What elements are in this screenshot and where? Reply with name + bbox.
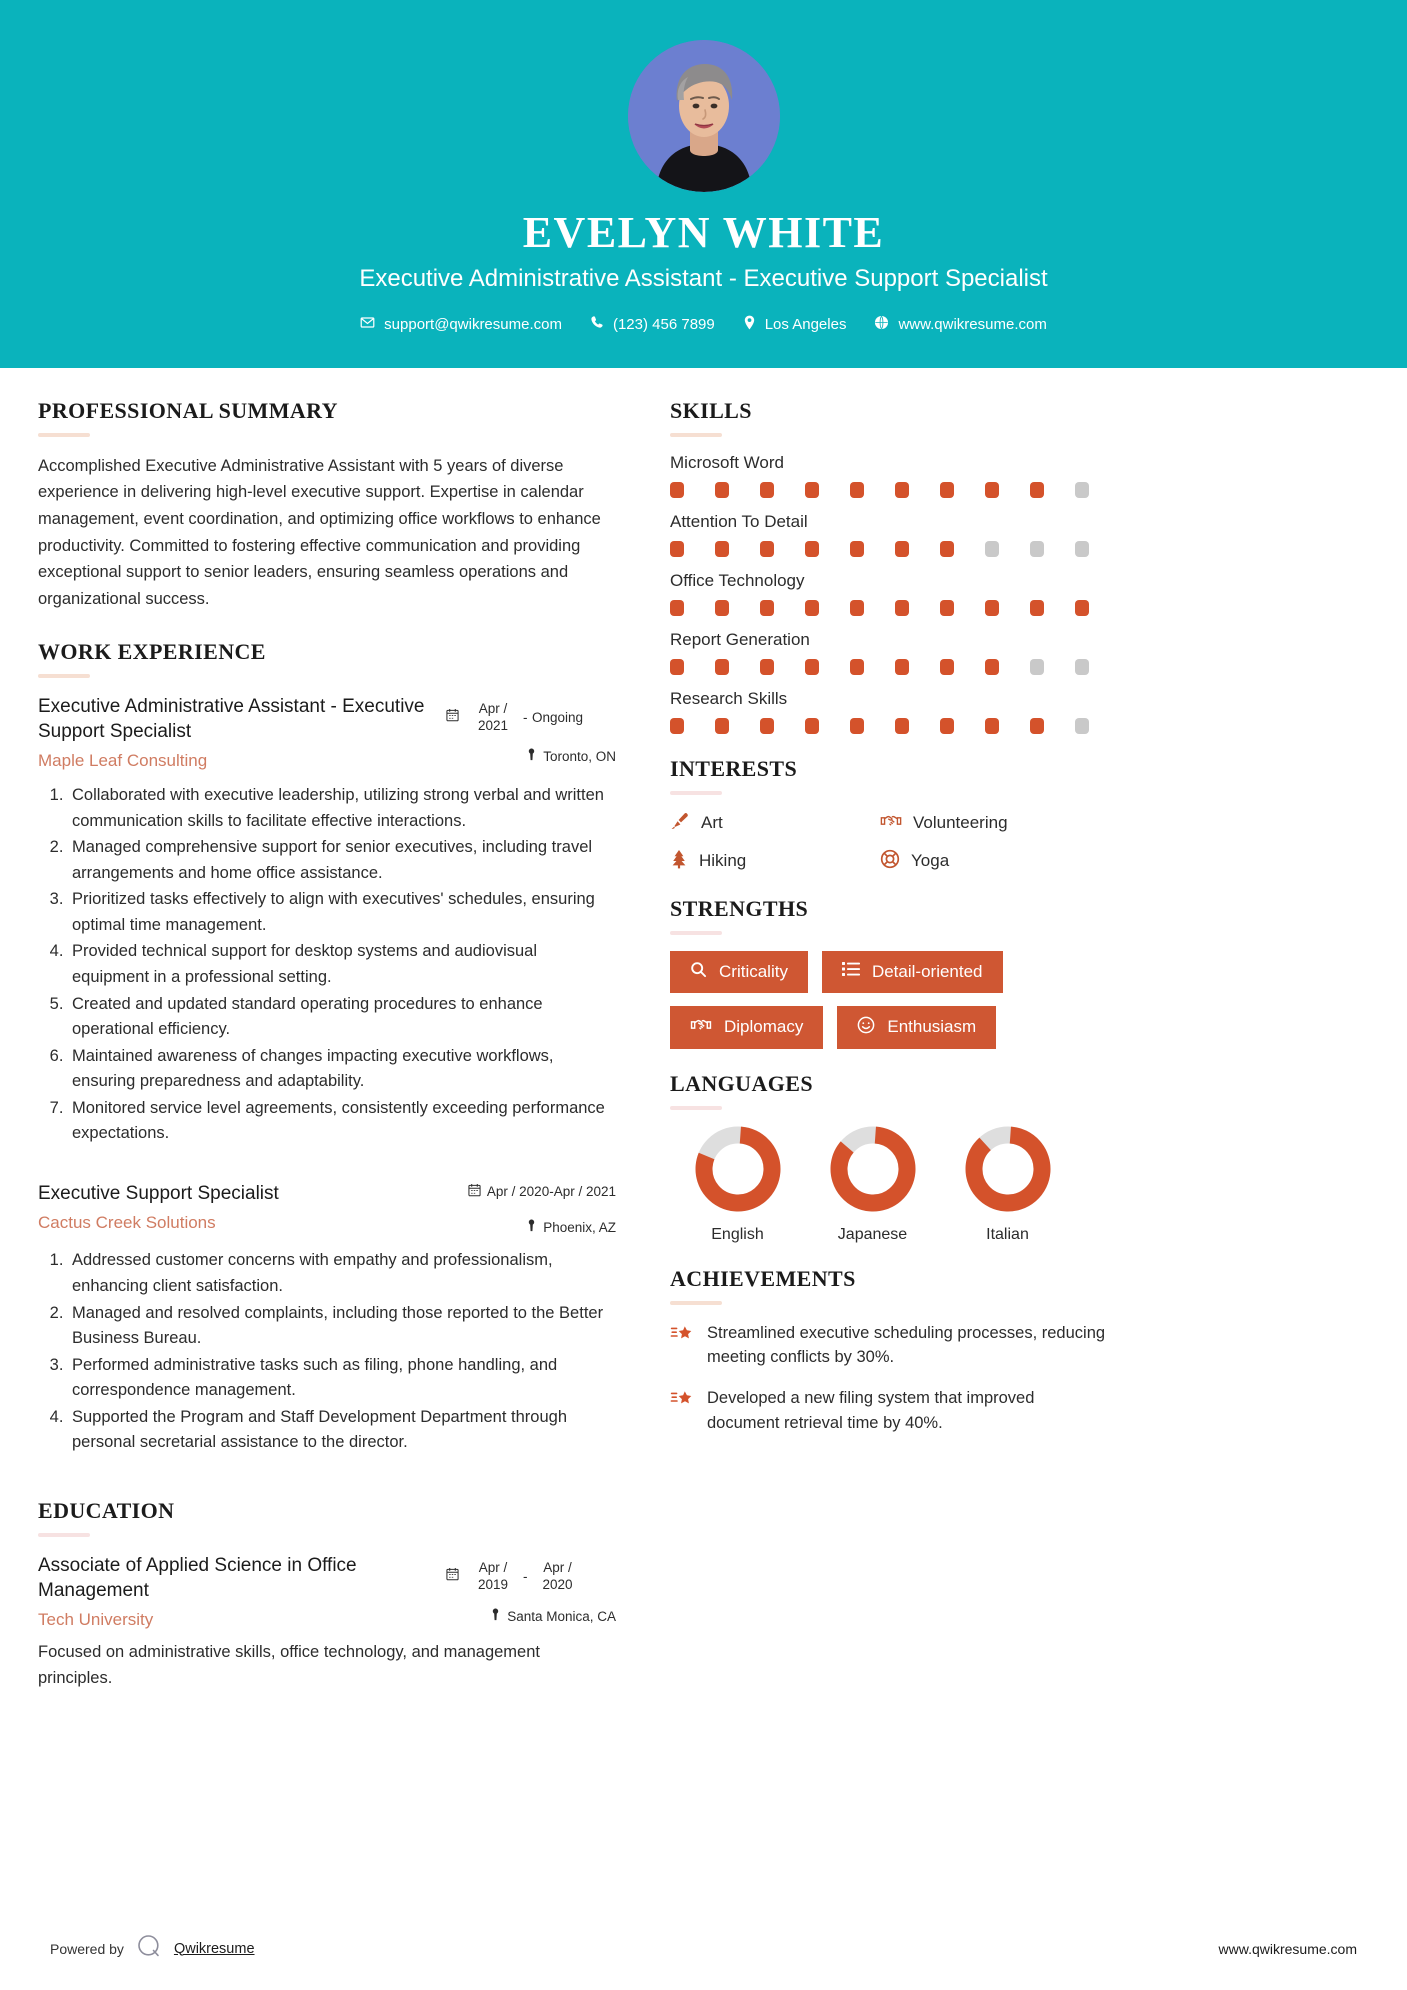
language-item [805, 1126, 940, 1244]
skill-label: Attention To Detail [670, 511, 808, 531]
resume-header [0, 0, 1407, 368]
skill-rating [670, 659, 1368, 675]
interest-item-art [670, 811, 880, 836]
skill-rating [670, 600, 1368, 616]
skill-dot-filled [760, 659, 774, 675]
qwikresume-logo-icon [136, 1933, 162, 1964]
skill-dot-filled [940, 600, 954, 616]
skill-dot-filled [805, 600, 819, 616]
skill-label: Research Skills [670, 688, 788, 708]
work-entry-location-value: Toronto, ON [543, 749, 616, 765]
section-work-experience [38, 639, 616, 1456]
skill-rating [670, 482, 1368, 498]
work-entry-dates [446, 700, 616, 735]
contact-email-value: support@qwikresume.com [384, 315, 562, 333]
skill-dot-filled [895, 482, 909, 498]
skill-dot-filled [1030, 718, 1044, 734]
interest-item-yoga [880, 849, 1368, 874]
languages-list [670, 1126, 1368, 1244]
avatar [628, 40, 780, 192]
footer-url: www.qwikresume.com [1218, 1940, 1357, 1957]
skill-item [670, 689, 1368, 734]
list-item: 5. Created and updated standard operating procedures to enhance operational efficiency. [68, 992, 616, 1043]
powered-by [50, 1933, 255, 1964]
work-entry [38, 1181, 616, 1456]
handshake-icon [690, 1016, 712, 1039]
smiley-icon [857, 1016, 875, 1039]
list-item: 7. Monitored service level agreements, consistently exceeding performance expectations. [68, 1096, 616, 1147]
paintbrush-icon [670, 811, 690, 836]
section-rule [670, 791, 722, 795]
list-icon [842, 961, 860, 982]
interests-grid [670, 811, 1368, 874]
interest-label: Hiking [699, 851, 747, 871]
education-location-value: Santa Monica, CA [507, 1608, 616, 1624]
education-date-end: Apr / 2020 [542, 1559, 573, 1593]
work-entry-location [446, 1219, 616, 1236]
skill-dot-empty [1075, 482, 1089, 498]
contact-website-value: www.qwikresume.com [898, 315, 1047, 333]
life-ring-icon [880, 849, 900, 874]
work-entry [38, 694, 616, 1147]
powered-by-label: Powered by [50, 1940, 124, 1957]
job-title: Executive Administrative Assistant - Executive Support Specialist [359, 264, 1048, 292]
section-languages [670, 1071, 1368, 1244]
skill-dot-filled [760, 541, 774, 557]
skill-dot-filled [940, 659, 954, 675]
right-column [638, 368, 1368, 1692]
tree-icon [670, 849, 688, 874]
strength-chip-enthusiasm [837, 1006, 996, 1049]
skill-dot-filled [985, 482, 999, 498]
strength-chip-criticality [670, 951, 808, 993]
strength-label: Diplomacy [724, 1017, 804, 1037]
shooting-star-icon [670, 1321, 694, 1349]
skill-dot-filled [670, 659, 684, 675]
qwikresume-link[interactable]: Qwikresume [173, 1940, 255, 1957]
skill-dot-filled [715, 718, 729, 734]
section-professional-summary [38, 398, 616, 613]
list-item: 1. Addressed customer concerns with empathy and professionalism, enhancing client satisfaction. [68, 1248, 616, 1299]
skill-dot-filled [805, 718, 819, 734]
contact-row [0, 315, 1407, 334]
skill-dot-filled [715, 659, 729, 675]
page-title: EVELYN WHITE [522, 208, 885, 257]
skill-dot-filled [940, 718, 954, 734]
section-rule [670, 1106, 722, 1110]
section-rule [670, 433, 722, 437]
section-heading-achievements: ACHIEVEMENTS [670, 1265, 856, 1291]
work-entry-date-range: Apr / 2020-Apr / 2021 [486, 1184, 616, 1200]
list-item: 3. Performed administrative tasks such as filing, phone handling, and correspondence management. [68, 1353, 616, 1404]
language-label: English [711, 1225, 764, 1243]
list-item: 2. Managed and resolved complaints, including those reported to the Better Business Bureau. [68, 1301, 616, 1352]
skill-dot-filled [895, 541, 909, 557]
resume-body [0, 368, 1407, 1692]
work-entry-bullets [38, 783, 616, 1147]
skill-dot-filled [760, 482, 774, 498]
calendar-icon [446, 1567, 459, 1585]
strength-label: Detail-oriented [871, 961, 983, 981]
contact-email[interactable] [350, 315, 572, 334]
skill-dot-filled [670, 718, 684, 734]
skill-dot-filled [760, 600, 774, 616]
skill-dot-empty [985, 541, 999, 557]
skill-dot-filled [805, 541, 819, 557]
contact-location [733, 315, 857, 334]
section-heading-skills: SKILLS [670, 397, 752, 423]
section-rule [670, 1301, 722, 1305]
map-pin-icon [526, 1219, 537, 1236]
handshake-icon [880, 811, 902, 836]
skill-dot-filled [895, 718, 909, 734]
skill-dot-filled [850, 541, 864, 557]
strength-chip-detail-oriented [822, 951, 1003, 993]
section-heading-professional-summary: PROFESSIONAL SUMMARY [38, 397, 338, 423]
left-column [38, 368, 638, 1692]
section-heading-strengths: STRENGTHS [670, 895, 809, 921]
language-donut [965, 1126, 1051, 1212]
interest-label: Volunteering [913, 813, 1008, 833]
section-strengths [670, 896, 1368, 1049]
map-pin-icon [526, 748, 537, 765]
skill-dot-filled [895, 600, 909, 616]
skill-dot-filled [850, 482, 864, 498]
skill-dot-filled [895, 659, 909, 675]
professional-summary-text: Accomplished Executive Administrative Assistant with 5 years of diverse experience in delivering high-level executive support. Expertise in calendar management, event coordination, and optimizing office workflows to enhance productivity. Committed to fostering effective communication and providing exceptional support to senior leaders, ensuring seamless operations and organizational success. [38, 456, 601, 609]
interest-label: Art [701, 813, 723, 833]
list-item: 1. Collaborated with executive leadership, utilizing strong verbal and written communication skills to facilitate effective interactions. [68, 783, 616, 834]
achievement-item [670, 1386, 1368, 1436]
strength-chip-diplomacy [670, 1006, 823, 1049]
skill-item [670, 571, 1368, 616]
skill-dot-filled [715, 600, 729, 616]
skill-dot-filled [850, 718, 864, 734]
skill-dot-empty [1030, 541, 1044, 557]
section-education [38, 1498, 616, 1692]
skill-label: Microsoft Word [670, 452, 784, 472]
work-entry-date-start: Apr / 2021 [477, 700, 509, 734]
section-rule [670, 931, 722, 935]
skill-dot-empty [1075, 718, 1089, 734]
interest-item-volunteering [880, 811, 1368, 836]
map-pin-icon [490, 1608, 501, 1625]
skill-label: Report Generation [670, 629, 810, 649]
work-entry-date-end: Ongoing [531, 709, 584, 725]
work-entry-role: Executive Support Specialist [38, 1182, 279, 1204]
language-donut [830, 1126, 916, 1212]
avatar-photo [628, 40, 780, 192]
skill-dot-empty [1075, 659, 1089, 675]
shooting-star-icon [670, 1386, 694, 1414]
section-heading-education: EDUCATION [38, 1497, 175, 1523]
calendar-icon [468, 1183, 481, 1201]
achievement-item [670, 1321, 1368, 1371]
list-item: 4. Supported the Program and Staff Development Department through personal secretarial assistance to the director. [68, 1405, 616, 1456]
skill-dot-filled [1075, 600, 1089, 616]
envelope-icon [360, 315, 375, 334]
language-item [940, 1126, 1075, 1244]
skill-dot-empty [1075, 541, 1089, 557]
work-entry-location-value: Phoenix, AZ [543, 1220, 616, 1236]
skill-dot-empty [1030, 659, 1044, 675]
list-item: 3. Prioritized tasks effectively to align with executives' schedules, ensuring optimal time management. [68, 887, 616, 938]
skill-label: Office Technology [670, 570, 805, 590]
skill-dot-filled [1030, 600, 1044, 616]
skill-dot-filled [985, 600, 999, 616]
list-item: 6. Maintained awareness of changes impacting executive workflows, ensuring preparedness and adaptability. [68, 1044, 616, 1095]
footer [0, 1933, 1407, 1964]
contact-phone-value: (123) 456 7899 [612, 315, 715, 333]
language-donut [695, 1126, 781, 1212]
section-heading-work-experience: WORK EXPERIENCE [38, 638, 266, 664]
skill-dot-filled [805, 482, 819, 498]
section-rule [38, 674, 90, 678]
calendar-icon [446, 708, 459, 726]
education-date-separator: - [523, 1568, 528, 1584]
education-description: Focused on administrative skills, office technology, and management principles. [38, 1643, 540, 1687]
skill-dot-filled [715, 541, 729, 557]
skill-dot-filled [1030, 482, 1044, 498]
achievement-text: Streamlined executive scheduling processes, reducing meeting conflicts by 30%. [707, 1323, 1106, 1367]
section-interests [670, 756, 1368, 874]
education-date-start: Apr / 2019 [477, 1559, 509, 1593]
skill-dot-filled [850, 659, 864, 675]
language-label: Italian [986, 1225, 1029, 1243]
skill-dot-filled [985, 718, 999, 734]
interest-item-hiking [670, 849, 880, 874]
section-rule [38, 433, 90, 437]
contact-location-value: Los Angeles [764, 315, 847, 333]
skill-dot-filled [940, 541, 954, 557]
work-entry-bullets [38, 1248, 616, 1456]
language-item [670, 1126, 805, 1244]
education-location [446, 1608, 616, 1625]
strengths-list [670, 951, 1368, 1049]
education-entry [38, 1553, 616, 1692]
search-icon [690, 961, 707, 983]
skill-dot-filled [670, 600, 684, 616]
section-rule [38, 1533, 90, 1537]
work-entry-location [446, 748, 616, 765]
skill-item [670, 453, 1368, 498]
skill-dot-filled [760, 718, 774, 734]
skill-dot-filled [715, 482, 729, 498]
education-school: Tech University [38, 1610, 154, 1630]
list-item: 2. Managed comprehensive support for senior executives, including travel arrangements and home office assistance. [68, 835, 616, 886]
interest-label: Yoga [911, 851, 950, 871]
language-label: Japanese [837, 1225, 908, 1243]
work-entry-dates [446, 1183, 616, 1201]
achievement-text: Developed a new filing system that improved document retrieval time by 40%. [707, 1389, 1035, 1432]
globe-icon [874, 315, 889, 334]
skill-dot-filled [985, 659, 999, 675]
strength-label: Enthusiasm [887, 1017, 977, 1037]
phone-icon [590, 315, 604, 333]
education-degree: Associate of Applied Science in Office Management [38, 1554, 357, 1602]
section-skills [670, 398, 1368, 734]
skill-dot-filled [670, 541, 684, 557]
education-dates [446, 1559, 616, 1594]
skill-dot-filled [805, 659, 819, 675]
section-heading-interests: INTERESTS [670, 755, 798, 781]
section-achievements [670, 1266, 1368, 1436]
skill-dot-filled [940, 482, 954, 498]
skill-item [670, 512, 1368, 557]
work-entry-date-separator: - [523, 709, 528, 725]
skill-rating [670, 718, 1368, 734]
contact-phone[interactable] [580, 315, 725, 333]
skill-dot-filled [850, 600, 864, 616]
work-entry-org: Maple Leaf Consulting [38, 751, 208, 771]
list-item: 4. Provided technical support for desktop systems and audiovisual equipment in a professional setting. [68, 939, 616, 990]
skill-dot-filled [670, 482, 684, 498]
strength-label: Criticality [719, 961, 788, 981]
skill-rating [670, 541, 1368, 557]
work-entry-org: Cactus Creek Solutions [38, 1213, 216, 1233]
skill-item [670, 630, 1368, 675]
location-pin-icon [743, 315, 756, 334]
section-heading-languages: LANGUAGES [670, 1070, 813, 1096]
contact-website[interactable] [864, 315, 1056, 334]
work-entry-role: Executive Administrative Assistant - Executive Support Specialist [38, 695, 425, 742]
